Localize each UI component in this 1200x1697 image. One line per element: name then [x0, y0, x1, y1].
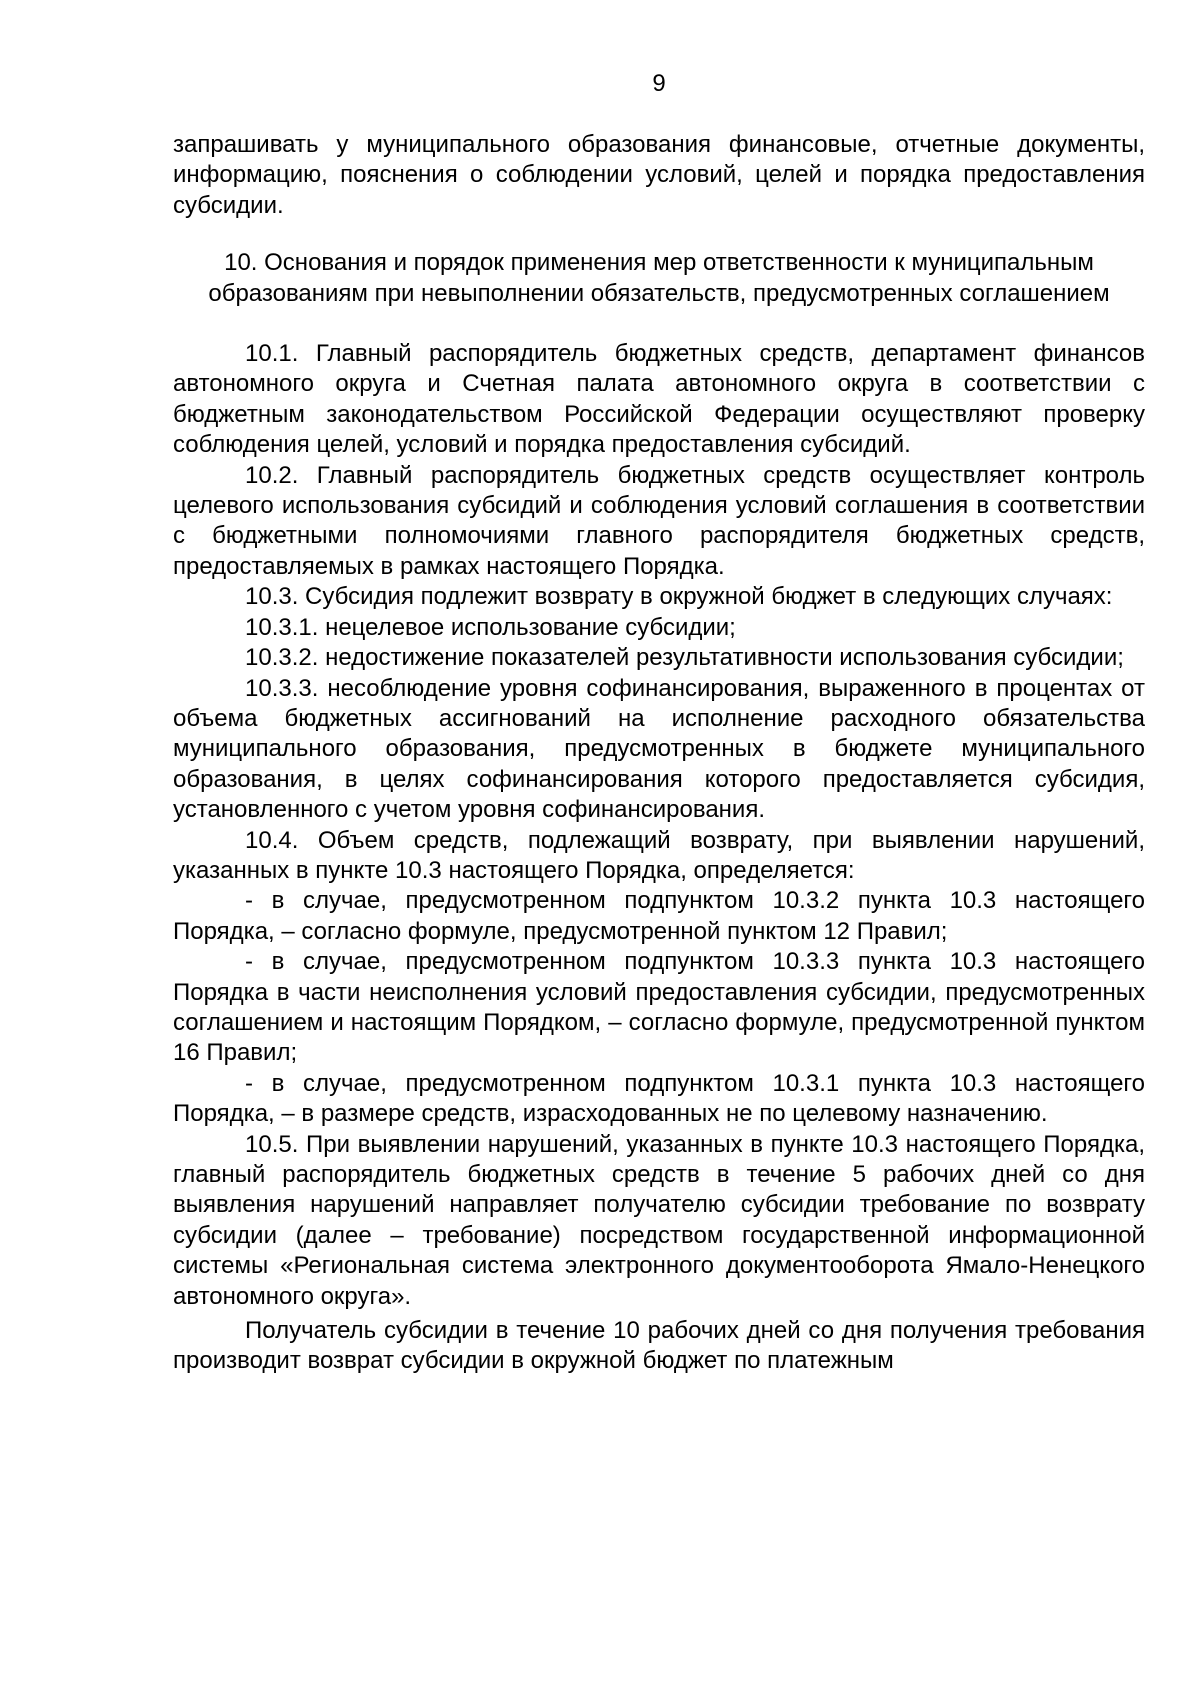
paragraph-10-3-2: 10.3.2. недостижение показателей результативности использования субсидии; — [245, 644, 1124, 672]
paragraph-10-5: 10.5. При выявлении нарушений, указанных в пункте 10.3 настоящего Порядка, главный распорядитель бюджетных средств в течение 5 рабочих дней со дня выявления нарушений направляет получателю субсидии требование по возврату субсидии (далее – требование) посредством государственной информационной системы «Региональная система электронного документооборота Ямало-Ненецкого автономного округа». — [173, 1130, 1145, 1310]
paragraph-10-1: 10.1. Главный распорядитель бюджетных средств, департамент финансов автономного округа и Счетная палата автономного округа в соответствии с бюджетным законодательством Российской Федерации осуществляют проверку соблюдения целей, условий и порядка предоставления субсидий. — [173, 340, 1145, 459]
paragraph-10-3: 10.3. Субсидия подлежит возврату в окружной бюджет в следующих случаях: — [245, 583, 1113, 611]
paragraph-intro: запрашивать у муниципального образования финансовые, отчетные документы, информацию, пояснения о соблюдении условий, целей и порядка предоставления субсидии. — [173, 131, 1145, 219]
paragraph-final: Получатель субсидии в течение 10 рабочих дней со дня получения требования производит возврат субсидии в окружной бюджет по платежным — [173, 1317, 1145, 1375]
bullet-item: - в случае, предусмотренном подпунктом 10.3.1 пункта 10.3 настоящего Порядка, – в размере средств, израсходованных не по целевому назначению. — [173, 1069, 1145, 1128]
page-number: 9 — [652, 70, 666, 97]
paragraph-10-4: 10.4. Объем средств, подлежащий возврату, при выявлении нарушений, указанных в пункте 10.3 настоящего Порядка, определяется: — [173, 826, 1145, 884]
section-heading: 10. Основания и порядок применения мер ответственности к муниципальным образованиям при невыполнении обязательств, предусмотренных соглашением — [208, 249, 1110, 307]
paragraph-10-2: 10.2. Главный распорядитель бюджетных средств осуществляет контроль целевого использования субсидий и соблюдения условий соглашения в соответствии с бюджетными полномочиями главного распорядителя бюджетных средств, предоставляемых в рамках настоящего Порядка. — [173, 461, 1145, 580]
document-page — [173, 70, 1145, 1377]
paragraph-10-3-1: 10.3.1. нецелевое использование субсидии; — [245, 613, 736, 641]
paragraph-10-3-3: 10.3.3. несоблюдение уровня софинансирования, выраженного в процентах от объема бюджетных ассигнований на исполнение расходного обязательства муниципального образования, предусмотренных в бюджете муниципального образования, в целях софинансирования которого предоставляется субсидия, установленного с учетом уровня софинансирования. — [173, 674, 1145, 824]
bullet-item: - в случае, предусмотренном подпунктом 10.3.3 пункта 10.3 настоящего Порядка в части неисполнения условий предоставления субсидии, предусмотренных соглашением и настоящим Порядком, – согласно формуле, предусмотренной пунктом 16 Правил; — [173, 948, 1145, 1067]
bullet-item: - в случае, предусмотренном подпунктом 10.3.2 пункта 10.3 настоящего Порядка, – согласно формуле, предусмотренной пунктом 12 Правил; — [173, 887, 1145, 945]
